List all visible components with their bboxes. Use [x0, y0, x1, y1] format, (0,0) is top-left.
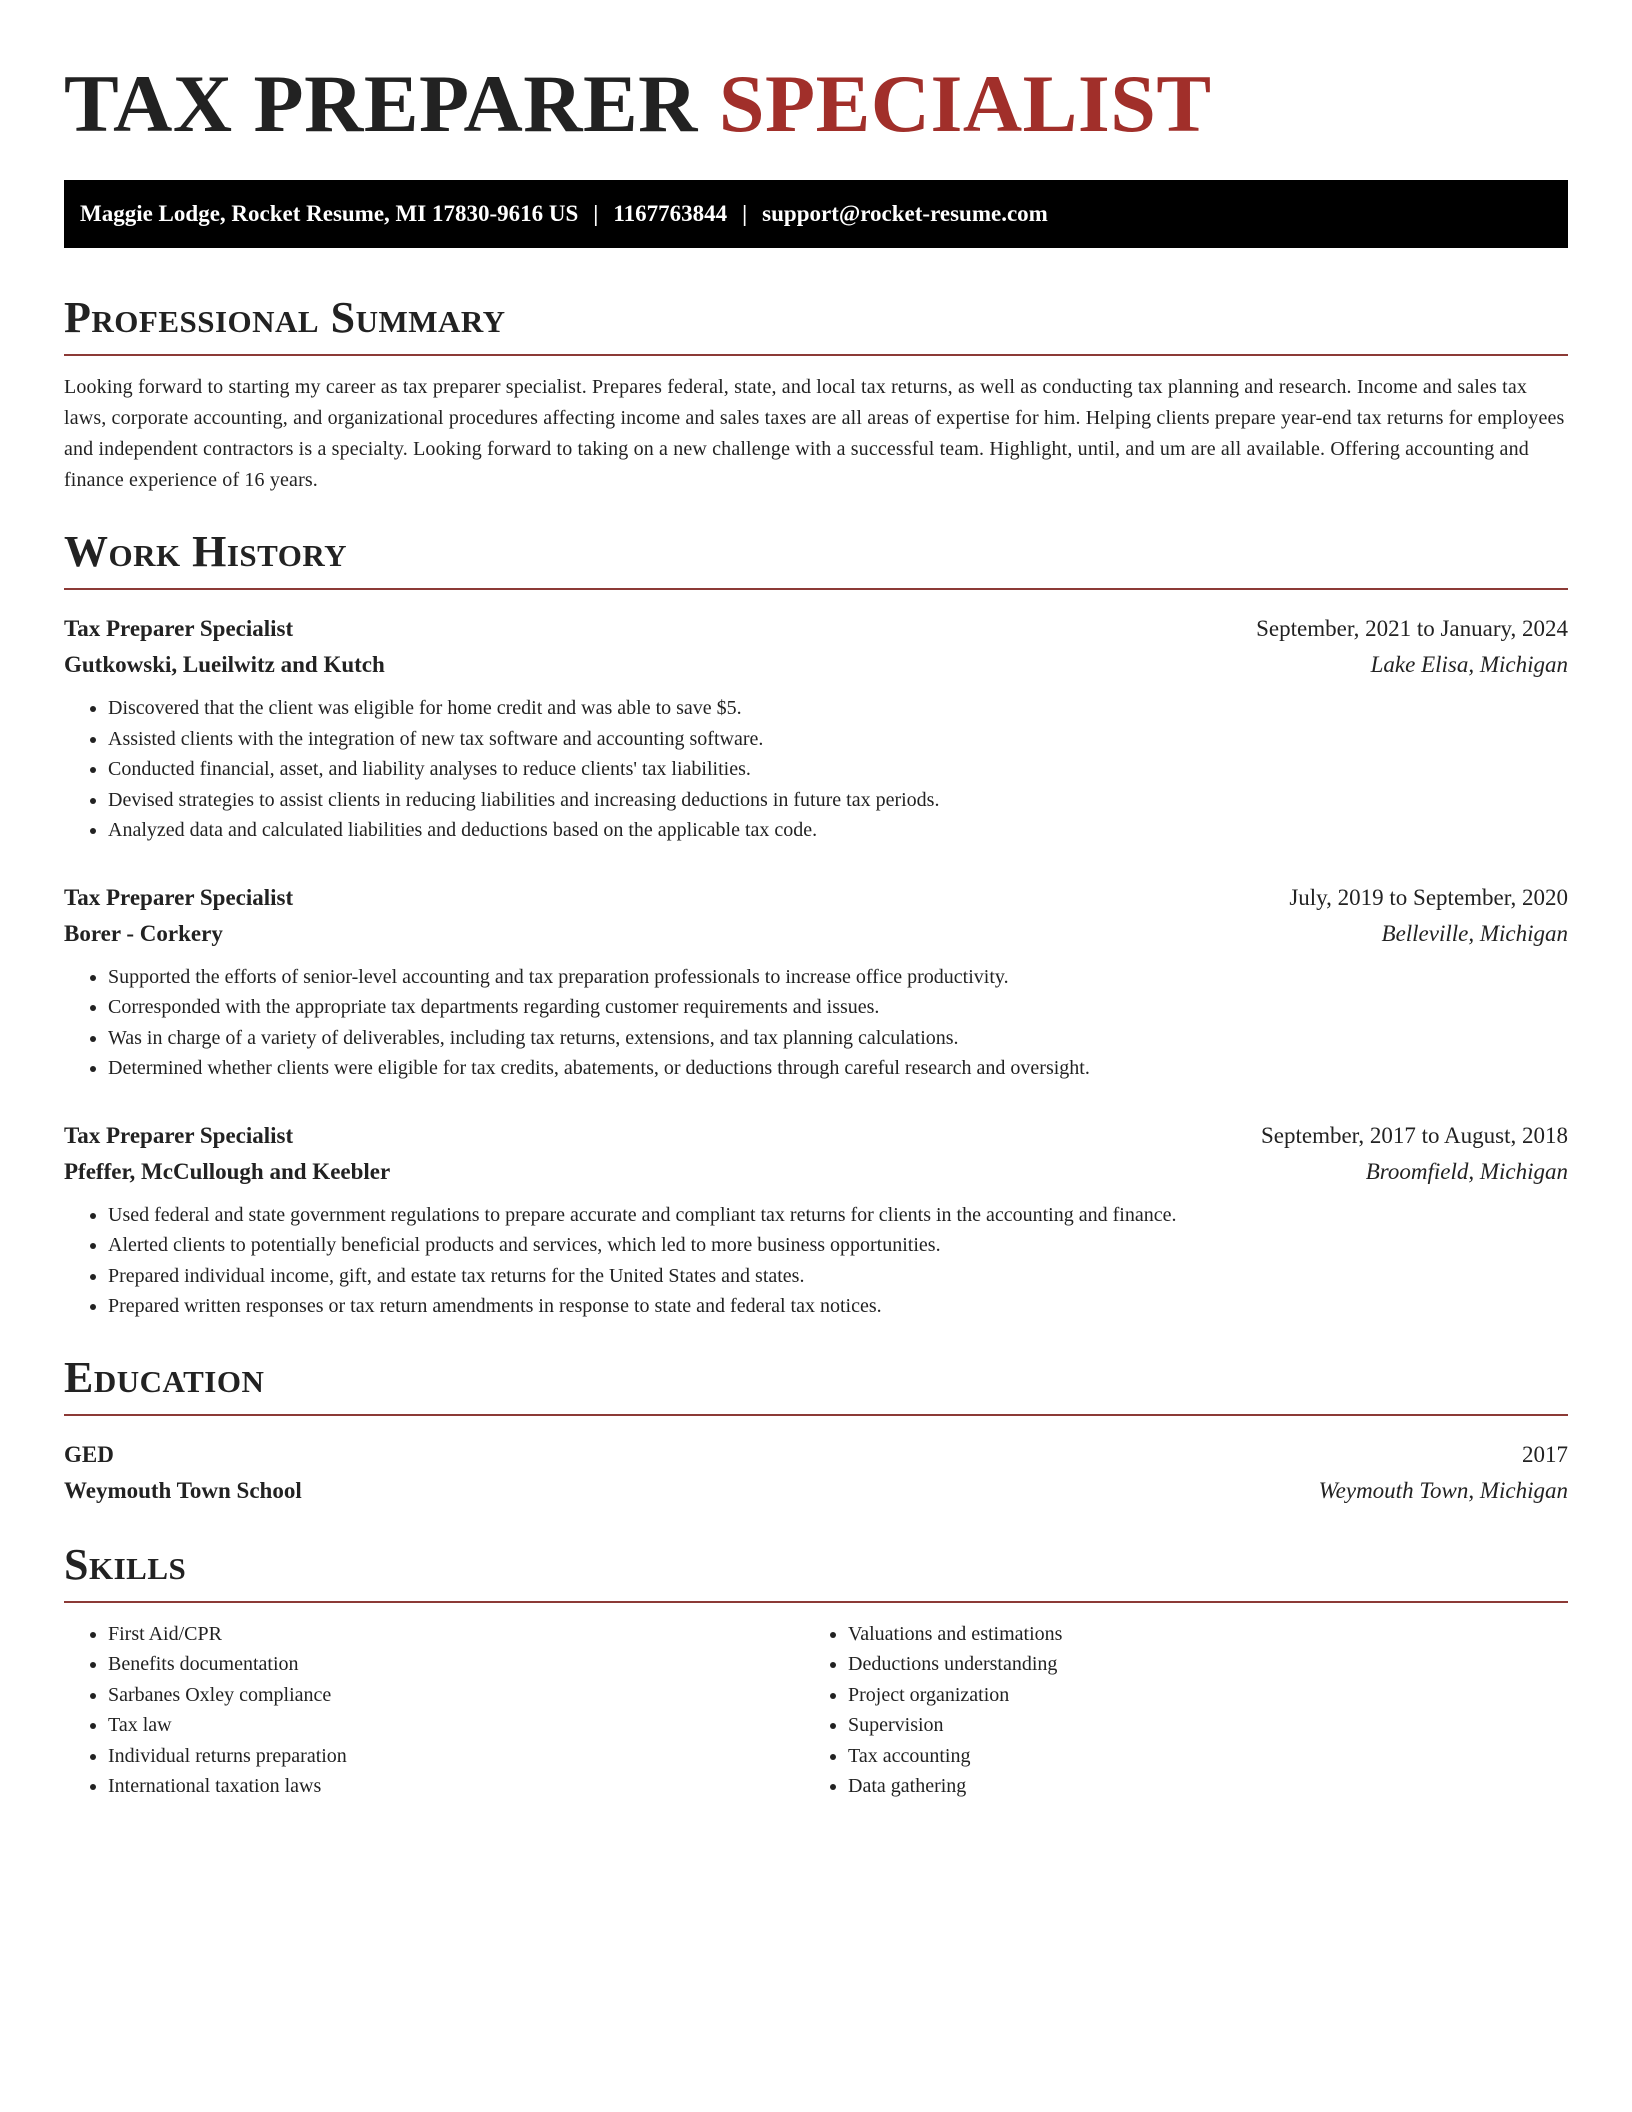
job-bullet: • Analyzed data and calculated liabilities and deductions based on the applicable tax code.	[108, 815, 1568, 846]
summary-text: Looking forward to starting my career as tax preparer specialist. Prepares federal, state, and local tax returns, as well as conducting tax planning and research. Income and sales tax laws, corporate accounting, and organizational procedures affecting income and sales taxes are all areas of expertise for him. Helping clients prepare year-end tax returns for employees and independent contractors is a specialty. Looking forward to taking on a new challenge with a successful team. Highlight, until, and um are all available. Offering accounting and finance experience of 16 years.	[64, 376, 1565, 491]
section-divider	[64, 1414, 1568, 1416]
section-heading-skills: Skills	[64, 1539, 187, 1589]
skill-item: • Supervision	[848, 1710, 1544, 1741]
job-title: Tax Preparer Specialist	[64, 1122, 294, 1148]
job-bullet: • Discovered that the client was eligible for home credit and was able to save $5.	[108, 693, 1568, 724]
skill-item: • Individual returns preparation	[108, 1741, 804, 1772]
skill-item: • Deductions understanding	[848, 1649, 1544, 1680]
title-accent: SPECIALIST	[718, 58, 1212, 149]
job-bullet: • Alerted clients to potentially beneficial products and services, which led to more business opportunities.	[108, 1230, 1568, 1261]
skill-item: • Sarbanes Oxley compliance	[108, 1680, 804, 1711]
section-heading-summary: Professional Summary	[64, 293, 506, 342]
skills-section	[64, 1539, 1568, 1802]
skill-item: • International taxation laws	[108, 1771, 804, 1802]
job-entry	[64, 880, 1568, 1084]
job-bullet: • Assisted clients with the integration of new tax software and accounting software.	[108, 724, 1568, 755]
job-bullets	[64, 1200, 1568, 1322]
contact-address: Maggie Lodge, Rocket Resume, MI 17830-9616 US	[80, 201, 579, 226]
job-bullet: • Was in charge of a variety of deliverables, including tax returns, extensions, and tax planning calculations.	[108, 1023, 1568, 1054]
contact-separator: |	[742, 201, 748, 226]
job-company-row	[64, 1154, 1568, 1190]
job-bullet: • Supported the efforts of senior-level accounting and tax preparation professionals to increase office productivity.	[108, 962, 1568, 993]
skill-item: • Valuations and estimations	[848, 1619, 1544, 1650]
job-title: Tax Preparer Specialist	[64, 616, 294, 641]
skill-item: • Project organization	[848, 1680, 1544, 1711]
section-heading-education: Education	[64, 1352, 265, 1402]
education-entry	[64, 1437, 1568, 1509]
skill-item: • First Aid/CPR	[108, 1619, 804, 1650]
job-company-row	[64, 916, 1568, 952]
work-history-section	[64, 526, 1568, 1322]
resume-page	[64, 0, 1568, 1802]
job-header-row	[64, 611, 1568, 647]
education-section	[64, 1352, 1568, 1509]
job-dates: July, 2019 to September, 2020	[1289, 884, 1568, 910]
skills-columns	[64, 1619, 1568, 1802]
education-school: Weymouth Town School	[64, 1477, 302, 1503]
job-company: Gutkowski, Lueilwitz and Kutch	[64, 652, 385, 677]
education-header-row	[64, 1437, 1568, 1473]
section-heading-work-history: Work History	[64, 527, 348, 576]
skill-item: • Tax accounting	[848, 1741, 1544, 1772]
job-bullet: • Devised strategies to assist clients in reducing liabilities and increasing deductions in future tax periods.	[108, 785, 1568, 816]
title-main: TAX PREPARER	[64, 58, 698, 149]
job-bullet: • Determined whether clients were eligible for tax credits, abatements, or deductions through careful research and oversight.	[108, 1053, 1568, 1084]
education-degree: GED	[64, 1441, 114, 1467]
job-dates: September, 2021 to January, 2024	[1256, 616, 1568, 641]
contact-bar	[64, 180, 1568, 248]
job-company: Pfeffer, McCullough and Keebler	[64, 1158, 391, 1184]
job-dates: September, 2017 to August, 2018	[1260, 1122, 1568, 1148]
skills-list-right	[804, 1619, 1544, 1802]
job-location: Belleville, Michigan	[1381, 920, 1568, 946]
job-entry	[64, 611, 1568, 846]
contact-email: support@rocket-resume.com	[762, 201, 1048, 226]
job-entry	[64, 1118, 1568, 1322]
contact-separator: |	[593, 201, 599, 226]
skill-item: • Benefits documentation	[108, 1649, 804, 1680]
professional-summary-section	[64, 292, 1568, 496]
skills-list-left	[64, 1619, 804, 1802]
education-school-row	[64, 1473, 1568, 1509]
job-bullets	[64, 962, 1568, 1084]
job-bullet: • Prepared individual income, gift, and estate tax returns for the United States and states.	[108, 1261, 1568, 1292]
job-company: Borer - Corkery	[64, 920, 223, 946]
job-bullet: • Prepared written responses or tax return amendments in response to state and federal tax notices.	[108, 1291, 1568, 1322]
job-location: Lake Elisa, Michigan	[1370, 652, 1568, 677]
education-year: 2017	[1522, 1441, 1568, 1467]
skill-item: • Data gathering	[848, 1771, 1544, 1802]
job-title: Tax Preparer Specialist	[64, 884, 294, 910]
job-bullet: • Conducted financial, asset, and liability analyses to reduce clients' tax liabilities.	[108, 754, 1568, 785]
job-company-row	[64, 647, 1568, 683]
section-divider	[64, 588, 1568, 590]
education-location: Weymouth Town, Michigan	[1318, 1477, 1568, 1503]
section-divider	[64, 354, 1568, 356]
job-header-row	[64, 880, 1568, 916]
resume-title	[64, 0, 1568, 152]
section-divider	[64, 1601, 1568, 1603]
job-bullet: • Used federal and state government regulations to prepare accurate and compliant tax returns for clients in the accounting and finance.	[108, 1200, 1568, 1231]
job-location: Broomfield, Michigan	[1365, 1158, 1568, 1184]
skill-item: • Tax law	[108, 1710, 804, 1741]
job-bullet: • Corresponded with the appropriate tax departments regarding customer requirements and issues.	[108, 992, 1568, 1023]
job-header-row	[64, 1118, 1568, 1154]
contact-phone: 1167763844	[613, 201, 728, 226]
job-bullets	[64, 693, 1568, 846]
